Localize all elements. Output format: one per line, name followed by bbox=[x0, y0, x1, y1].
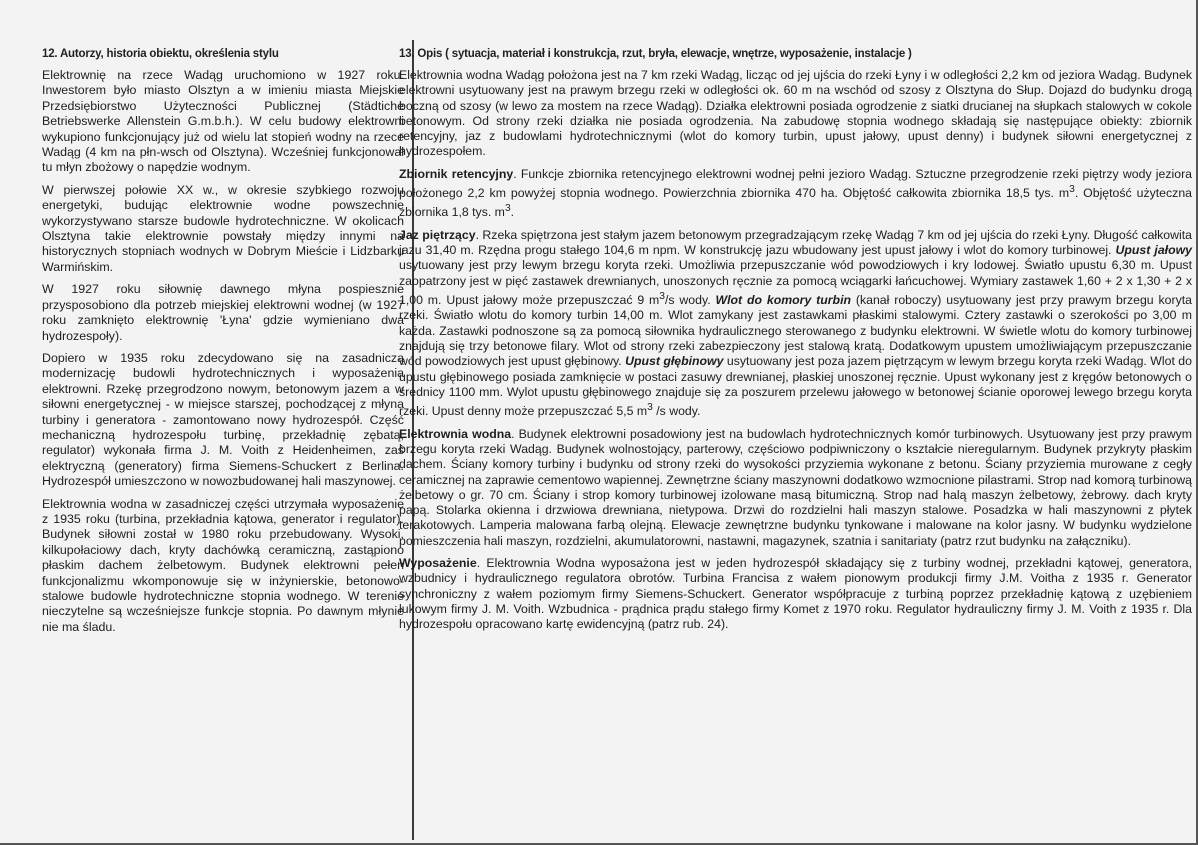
deep-spillway-keyword: Upust głębinowy bbox=[625, 354, 724, 369]
turbine-inlet-keyword: Wlot do komory turbin bbox=[715, 293, 851, 308]
equipment-paragraph bbox=[399, 556, 1192, 632]
history-paragraph-4: Dopiero w 1935 roku zdecydowano się na zasadniczą modernizację budowli hydrotechnicznych i wyposażenia elektrowni. Rzekę przegrodzono nowym, betonowym jazem a w siłowni energetycznej - w miejsce starszej, pochodzącej z młyna turbiny i generatora - zamontowano nowy hydrozespół. Część mechaniczną hydrozespołu turbinę, przekładnię zębatą, regulator) wykonała firma J. M. Voith z Heidenheimen, zaś elektryczną (generatory) firma Siemens-Schuckert z Berlina. Hydrozespół umieszczono w nowozbudowanej hali maszynowej. bbox=[42, 350, 404, 489]
weir-sup-1: 3 bbox=[659, 291, 665, 303]
reservoir-text-b: . Objętość użyteczna zbiornika 1,8 tys. m bbox=[399, 186, 1192, 220]
reservoir-keyword: Zbiornik retencyjny bbox=[399, 166, 514, 181]
reservoir-text-c: . bbox=[510, 205, 515, 220]
reservoir-text-a: . Funkcje zbiornika retencyjnego elektrowni wodnej pełni jezioro Wadąg. Sztuczne przegrodzenie rzeki piętrzy wody jeziora położonego 2,2 km powyżej stopnia wodnego. Powierzchnia zbiornika 470 ha. Objętość całkowita zbiornika 18,5 tys. m bbox=[399, 166, 1193, 201]
history-paragraph-3: W 1927 roku siłownię dawnego młyna pospiesznie przysposobiono dla potrzeb miejskiej elektrowni wodnej (w 1927 roku zamknięto elektrownię 'Łyna' gdzie wymieniano dwa hydrozespoły). bbox=[42, 282, 404, 343]
description-paragraph-1: Elektrownia wodna Wadąg położona jest na 7 km rzeki Wadąg, licząc od jej ujścia do rzeki Łyny i w odległości 2,2 km od jeziora Wadąg. Budynek elektrowni usytuowany jest na prawym brzegu rzeki w odległości ok. 60 m na wschód od szosy z Olsztyna do Słup. Dojazd do budynku drogą boczną od szosy (w lewo za mostem na rzece Wadąg). Działka elektrowni posiada ogrodzenie z siatki drucianej na słupkach stalowych w cokole betonowym. Od strony rzeki działka nie posiada ogrodzenia. Na zabudowę stopnia wodnego składają się następujące obiekty: zbiornik retencyjny, jaz z budowlami hydrotechnicznymi (wlot do komory turbin, upust jałowy, upust denny) i budynek siłowni energetycznej z hydrozespołem. bbox=[399, 68, 1192, 159]
weir-text-d: (kanał roboczy) usytuowany jest przy prawym brzegu koryta rzeki. Światło wlotu do komory turbin 14,00 m. Wlot zamykany jest zastawkami płaskimi stalowymi. Cztery zastawki o szerokości po 3,00 m każda. Zastawki podnoszone są za pomocą siłownika hydraulicznego sterowanego z budynku elektrowni. W świetle wlotu do komory turbinowej znajdują się trzy betonowe filary. Wlot od strony rzeki zabezpieczony jest stalową kratą. Dodatkowym upustem umożliwiającym przepuszczanie wód powodziowych jest upust głębinowy. bbox=[399, 293, 1192, 369]
weir-text-a: . Rzeka spiętrzona jest stałym jazem betonowym przegradzającym rzekę Wadąg 7 km od jej ujścia do rzeki Łyny. Długość całkowita jazu 31,40 m. Rzędna progu stałego 104,6 m npm. W konstrukcję jazu wbudowany jest upust jałowy i wlot do komory turbinowej. bbox=[399, 227, 1193, 258]
reservoir-sup-1: 3 bbox=[1069, 184, 1075, 196]
history-paragraph-5: Elektrownia wodna w zasadniczej części utrzymała wyposażenie z 1935 roku (turbina, przekładnia kątowa, generator i regulator). Budynek siłowni został w 1980 roku przebudowany. Wysoki, kilkupołaciowy dach, kryty dachówką ceramiczną, zastąpiono płaskim dachem żelbetowym. Budynek elektrowni pełen funkcjonalizmu wkomponowuje się w inżynierskie, betonowo-stalowe budowle hydrotechniczne stopnia wodnego. W terenie nieczytelne są wcześniejsze funkcje stopnia. Po dawnym młynie nie ma śladu. bbox=[42, 496, 404, 634]
right-column bbox=[399, 48, 1192, 639]
weir-text-e: usytuowany jest poza jazem piętrzącym w lewym brzegu koryta rzeki Wadąg. Wlot do upustu głębinowego posiada zamknięcie w postaci zasuwy drewnianej, płaskiej unoszonej ręcznie. Upust wykonany jest z kręgów betonowych o średnicy 1100 mm. Wylot upustu głębinowego znajduje się za poszurem przelewu jałowego w betonowej ścianie oporowej lewego brzegu koryta rzeki. Upust denny może przepuszczać 5,5 m bbox=[399, 354, 1192, 419]
powerplant-keyword: Elektrownia wodna bbox=[399, 426, 512, 441]
idle-spillway-keyword: Upust jałowy bbox=[1115, 243, 1193, 258]
powerplant-text: . Budynek elektrowni posadowiony jest na budowlach hydrotechnicznych komór turbinowych. Usytuowany jest przy prawym brzegu koryta rzeki Wadąg. Budynek wolnostojący, parterowy, częściowo podpiwniczony o kształcie nieregularnym. Budynek przykryty płaskim dachem. Ściany komory turbiny i budynku od strony rzeki do wysokości przyziemia wykonane z betonu. Ściany przyziemia murowane z cegły ceramicznej na zaprawie cementowo wapiennej. Zewnętrzne ściany maszynowni dodatkowo wzmocnione pilastrami. Strop nad komorą turbinową żelbetowy o gr. 70 cm. Ściany i strop komory turbinowej izolowane masą bitumiczną. Strop nad halą maszyn żelbetowy, żebrowy. dach kryty papą. Stolarka okienna i drzwiowa drewniana, nietypowa. Drzwi do rozdzielni hali maszyn stalowe. Posadzka w hali maszynowni z płytek terakotowych. Lamperia malowana farbą olejną. Elewacje zewnętrzne budynku tynkowane i malowane na kolor jasny. W budynku wydzielone pomieszczenia hali maszyn, rozdzielni, akumulatorowni, nastawni, magazynek, szatnia i sanitariaty (patrz rzut budynku na załączniku). bbox=[399, 426, 1192, 548]
weir-keyword: Jaz piętrzący bbox=[399, 227, 476, 242]
section-12-heading: 12. Autorzy, historia obiektu, określenia stylu bbox=[42, 48, 279, 60]
powerplant-paragraph bbox=[399, 427, 1192, 549]
section-13-heading: 13. Opis ( sytuacja, materiał i konstrukcja, rzut, bryła, elewacje, wnętrze, wyposażenie, instalacje ) bbox=[399, 48, 912, 60]
weir-sup-2: 3 bbox=[647, 402, 653, 414]
left-column bbox=[42, 48, 404, 642]
reservoir-sup-2: 3 bbox=[504, 203, 511, 215]
equipment-keyword: Wyposażenie bbox=[399, 555, 477, 570]
history-paragraph-1: Elektrownię na rzece Wadąg uruchomiono w 1927 roku. Inwestorem było miasto Olsztyn a w imieniu miasta Miejskie Przedsiębiorstwo Użyteczności Publicznej (Städtiche Betriebswerke Allenstein G.m.b.h.). W celu budowy elektrowni wykupiono funkcjonujący już od wielu lat stopień wodny na rzece Wadąg (4 km na płn-wsch od Olsztyna). Wcześniej funkcjonował tu młyn zbożowy o napędzie wodnym. bbox=[42, 68, 404, 175]
document-sheet bbox=[22, 22, 1193, 822]
equipment-text: . Elektrownia Wodna wyposażona jest w jeden hydrozespół składający się z turbiny wodnej, przekładni kątowej, generatora, wzbudnicy i hydraulicznego regulatora obrotów. Turbina Francisa z wałem pionowym produkcji firmy J.M. Voitha z 1935 r. Generator synchroniczny z wałem poziomym firmy Siemens-Schuckert. Generator współpracuje z turbiną poprzez przekładnię kątową z uzębieniem łukowym firmy J. M. Voith. Wzbudnica - prądnica prądu stałego firmy Komet z 1970 roku. Regulator hydrauliczny firmy J. M. Voith z 1935 r. Dla hydrozespołu opracowano kartę ewidencyjną (patrz rub. 24). bbox=[399, 555, 1192, 632]
weir-text-f: /s wody. bbox=[652, 404, 701, 419]
weir-text-c: /s wody. bbox=[664, 293, 716, 308]
reservoir-paragraph bbox=[399, 167, 1192, 221]
history-paragraph-2: W pierwszej połowie XX w., w okresie szybkiego rozwoju energetyki, budując elektrownie wodne powszechnie wykorzystywano starsze budowle hydrotechniczne. W okolicach Olsztyna takie elektrownie powstały między innymi na historycznych stopniach wodnych w Dobrym Mieście i Lidzbarku Warmińskim. bbox=[42, 182, 404, 274]
weir-text-b: usytuowany jest przy lewym brzegu koryta rzeki. Umożliwia przepuszczanie wód powodziowych i kry lodowej. Światło upustu 6,30 m. Upust zaopatrzony jest w pięć zastawek drewnianych, unoszonych ręcznie za pomocą wciągarki łańcuchowej. Wymiary zastawek 1,60 + 2 x 1,30 + 2 x 1,00 m. Upust jałowy może przepuszczać 9 m bbox=[399, 258, 1192, 308]
weir-paragraph bbox=[399, 228, 1192, 420]
